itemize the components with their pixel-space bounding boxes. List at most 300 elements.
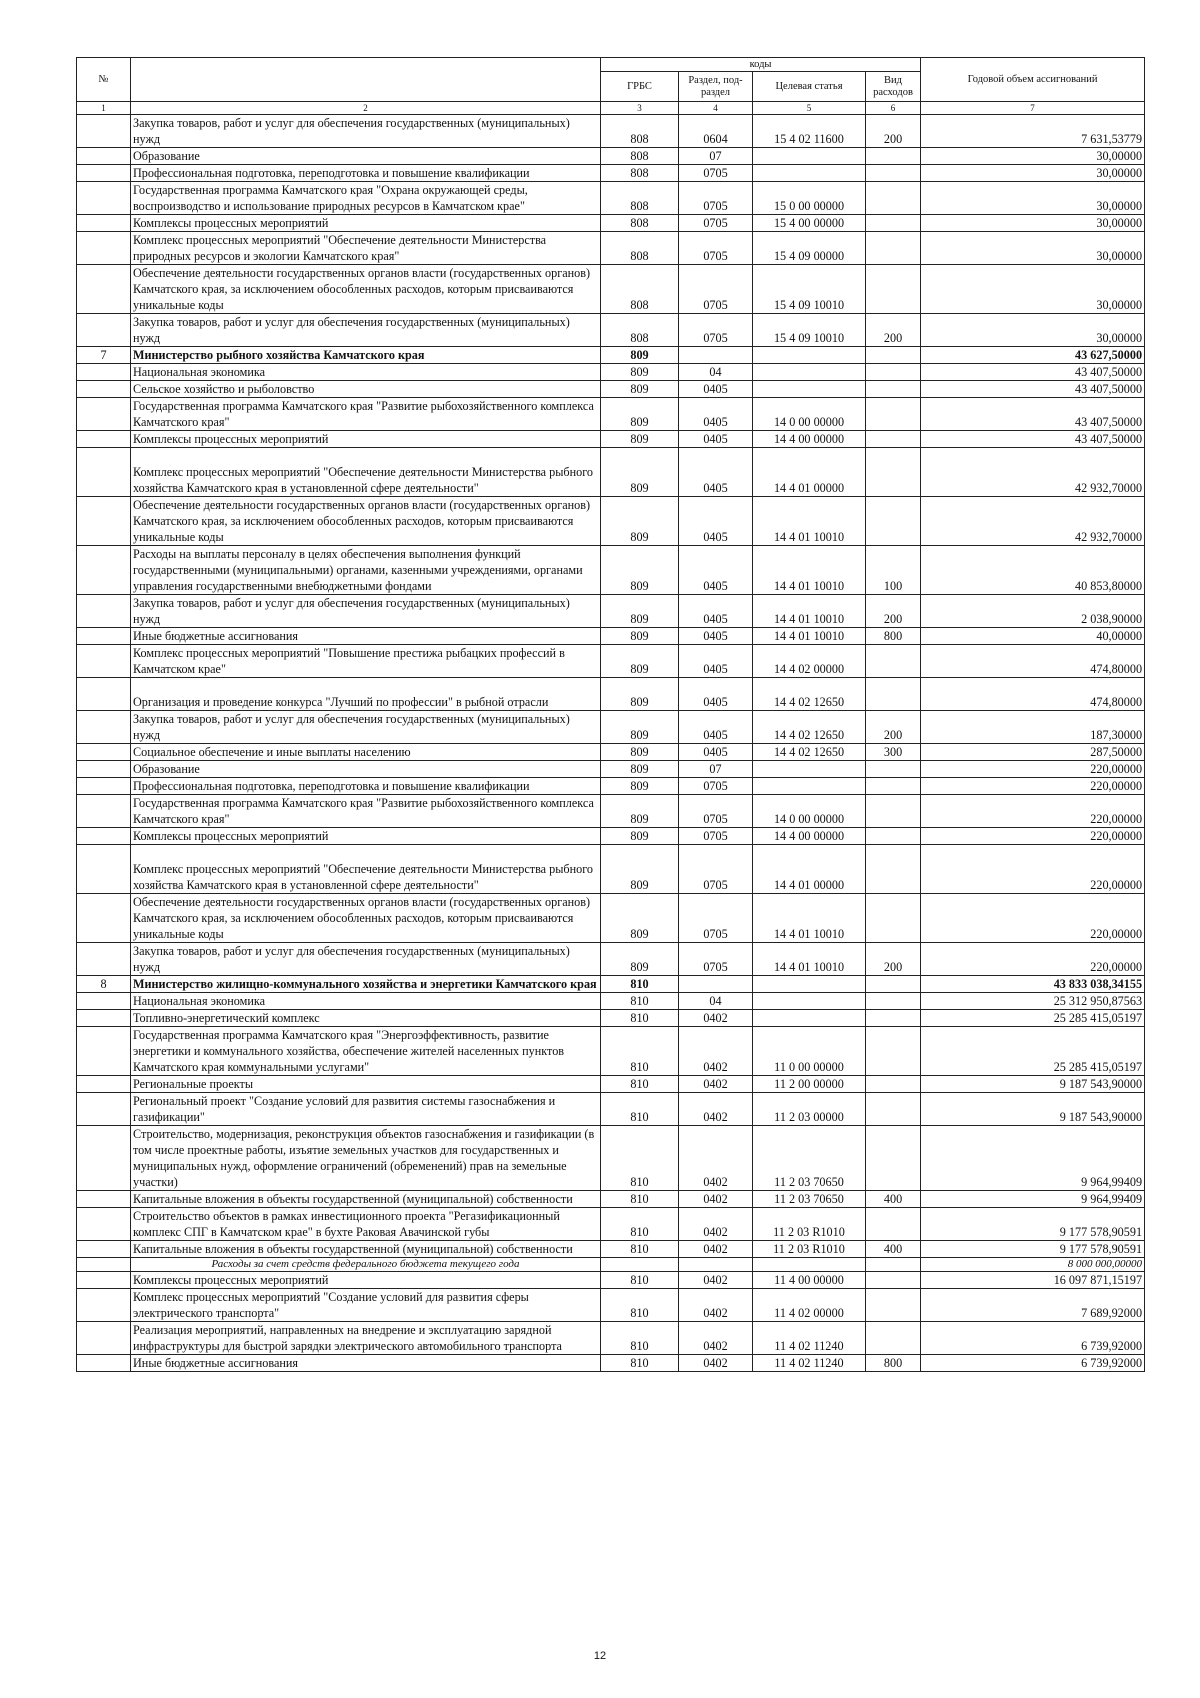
row-grbs: 809: [601, 795, 679, 828]
row-target-article: 14 4 00 00000: [753, 828, 866, 845]
row-name: Министерство рыбного хозяйства Камчатского края: [131, 347, 601, 364]
row-section: 0402: [679, 1191, 753, 1208]
row-expense-type: 200: [866, 943, 921, 976]
row-section: 0405: [679, 448, 753, 497]
row-number: [77, 448, 131, 497]
row-number: [77, 993, 131, 1010]
row-number: [77, 1289, 131, 1322]
row-amount: 474,80000: [921, 645, 1145, 678]
row-name: Реализация мероприятий, направленных на внедрение и эксплуатацию зарядной инфраструктуры для быстрой зарядки электрического автомобильного транспорта: [131, 1322, 601, 1355]
row-grbs: 810: [601, 1322, 679, 1355]
row-section: 0405: [679, 398, 753, 431]
row-number: [77, 182, 131, 215]
row-grbs: 810: [601, 1191, 679, 1208]
row-section: 0705: [679, 845, 753, 894]
table-row: [77, 1093, 1145, 1126]
header-name: [131, 58, 601, 102]
row-amount: 9 177 578,90591: [921, 1241, 1145, 1258]
row-grbs: 809: [601, 448, 679, 497]
row-expense-type: [866, 364, 921, 381]
row-amount: 220,00000: [921, 828, 1145, 845]
row-target-article: 14 4 01 10010: [753, 628, 866, 645]
row-grbs: 809: [601, 778, 679, 795]
row-expense-type: [866, 976, 921, 993]
row-number: [77, 744, 131, 761]
table-row: [77, 1272, 1145, 1289]
row-section: 0402: [679, 1076, 753, 1093]
row-amount: 25 312 950,87563: [921, 993, 1145, 1010]
row-number: [77, 546, 131, 595]
header-number: №: [77, 58, 131, 102]
row-grbs: 809: [601, 398, 679, 431]
row-expense-type: [866, 845, 921, 894]
row-expense-type: [866, 828, 921, 845]
row-grbs: 810: [601, 1241, 679, 1258]
row-grbs: 808: [601, 115, 679, 148]
table-row: [77, 894, 1145, 943]
row-name: Обеспечение деятельности государственных органов власти (государственных органов) Камчатского края, за исключением обособленных расходов, которым присваиваются уникальные коды: [131, 894, 601, 943]
table-row: [77, 115, 1145, 148]
row-expense-type: [866, 232, 921, 265]
row-target-article: 11 2 03 00000: [753, 1093, 866, 1126]
row-target-article: 14 4 01 00000: [753, 845, 866, 894]
row-section: 0705: [679, 232, 753, 265]
row-amount: 30,00000: [921, 265, 1145, 314]
header-annual-amount: Годовой объем ассигнований: [921, 58, 1145, 102]
row-number: [77, 148, 131, 165]
row-target-article: [753, 778, 866, 795]
row-number: [77, 431, 131, 448]
row-section: 0705: [679, 828, 753, 845]
row-amount: 220,00000: [921, 761, 1145, 778]
table-row: [77, 314, 1145, 347]
row-target-article: 14 4 01 10010: [753, 943, 866, 976]
row-section: [679, 1258, 753, 1272]
row-section: 0705: [679, 778, 753, 795]
row-amount: 30,00000: [921, 215, 1145, 232]
table-row: [77, 1208, 1145, 1241]
row-target-article: 15 4 09 10010: [753, 314, 866, 347]
table-row: [77, 744, 1145, 761]
row-expense-type: [866, 795, 921, 828]
row-number: [77, 828, 131, 845]
row-target-article: [753, 148, 866, 165]
col-index-5: 5: [753, 102, 866, 115]
row-amount: 40,00000: [921, 628, 1145, 645]
row-number: [77, 1272, 131, 1289]
row-name: Образование: [131, 761, 601, 778]
row-expense-type: [866, 1208, 921, 1241]
row-number: [77, 894, 131, 943]
row-expense-type: 200: [866, 115, 921, 148]
row-name: Иные бюджетные ассигнования: [131, 1355, 601, 1372]
table-row: [77, 431, 1145, 448]
row-section: 07: [679, 148, 753, 165]
row-number: [77, 115, 131, 148]
row-section: 0402: [679, 1010, 753, 1027]
row-expense-type: 400: [866, 1191, 921, 1208]
row-target-article: [753, 976, 866, 993]
row-number: [77, 364, 131, 381]
row-name: Сельское хозяйство и рыболовство: [131, 381, 601, 398]
row-number: [77, 1355, 131, 1372]
row-target-article: 11 2 03 70650: [753, 1126, 866, 1191]
row-number: [77, 265, 131, 314]
row-target-article: 14 4 02 12650: [753, 711, 866, 744]
row-section: 0405: [679, 645, 753, 678]
row-section: 07: [679, 761, 753, 778]
row-number: [77, 314, 131, 347]
row-number: [77, 1191, 131, 1208]
row-grbs: 808: [601, 148, 679, 165]
row-grbs: 808: [601, 314, 679, 347]
row-target-article: [753, 381, 866, 398]
row-target-article: 11 4 02 11240: [753, 1355, 866, 1372]
row-name: Капитальные вложения в объекты государственной (муниципальной) собственности: [131, 1191, 601, 1208]
row-grbs: 810: [601, 1010, 679, 1027]
row-grbs: 808: [601, 165, 679, 182]
table-row: [77, 628, 1145, 645]
row-section: [679, 976, 753, 993]
header-target-article: Целевая статья: [753, 72, 866, 102]
row-grbs: 809: [601, 595, 679, 628]
budget-allocation-table: [76, 57, 1145, 1372]
row-target-article: 14 4 00 00000: [753, 431, 866, 448]
table-row: [77, 1010, 1145, 1027]
row-target-article: 14 4 01 10010: [753, 595, 866, 628]
row-target-article: 15 4 09 10010: [753, 265, 866, 314]
row-grbs: 810: [601, 1076, 679, 1093]
row-name: Комплексы процессных мероприятий: [131, 828, 601, 845]
row-expense-type: 300: [866, 744, 921, 761]
header-expense-type: Вид расходов: [866, 72, 921, 102]
row-section: 0705: [679, 314, 753, 347]
row-section: 0402: [679, 1208, 753, 1241]
row-name: Комплексы процессных мероприятий: [131, 215, 601, 232]
row-section: 0705: [679, 182, 753, 215]
row-expense-type: 200: [866, 711, 921, 744]
col-index-2: 2: [131, 102, 601, 115]
row-number: [77, 1126, 131, 1191]
row-name: Государственная программа Камчатского края "Развитие рыбохозяйственного комплекса Камчатского края": [131, 795, 601, 828]
row-expense-type: [866, 1322, 921, 1355]
row-section: 0402: [679, 1355, 753, 1372]
row-grbs: 809: [601, 744, 679, 761]
row-number: [77, 943, 131, 976]
row-target-article: 11 4 00 00000: [753, 1272, 866, 1289]
row-expense-type: [866, 165, 921, 182]
table-row: [77, 795, 1145, 828]
row-amount: 43 407,50000: [921, 381, 1145, 398]
row-target-article: [753, 1258, 866, 1272]
row-amount: 43 407,50000: [921, 431, 1145, 448]
row-expense-type: 200: [866, 314, 921, 347]
row-grbs: 809: [601, 645, 679, 678]
header-section: Раздел, под-раздел: [679, 72, 753, 102]
table-row: [77, 711, 1145, 744]
table-row: [77, 265, 1145, 314]
row-name: Расходы за счет средств федерального бюджета текущего года: [131, 1258, 601, 1272]
row-expense-type: [866, 381, 921, 398]
row-target-article: 14 4 02 12650: [753, 678, 866, 711]
row-number: [77, 778, 131, 795]
row-grbs: 810: [601, 976, 679, 993]
row-name: Комплекс процессных мероприятий "Обеспечение деятельности Министерства рыбного хозяйства Камчатского края в установленной сфере деятельности": [131, 448, 601, 497]
row-amount: 2 038,90000: [921, 595, 1145, 628]
row-expense-type: [866, 1258, 921, 1272]
row-number: [77, 232, 131, 265]
row-section: 0405: [679, 678, 753, 711]
row-section: 0405: [679, 431, 753, 448]
col-index-3: 3: [601, 102, 679, 115]
row-number: 8: [77, 976, 131, 993]
row-amount: 43 833 038,34155: [921, 976, 1145, 993]
col-index-6: 6: [866, 102, 921, 115]
col-index-1: 1: [77, 102, 131, 115]
row-amount: 220,00000: [921, 845, 1145, 894]
row-expense-type: [866, 497, 921, 546]
row-expense-type: [866, 1126, 921, 1191]
row-target-article: [753, 761, 866, 778]
table-row: [77, 678, 1145, 711]
row-section: 0705: [679, 165, 753, 182]
row-number: [77, 711, 131, 744]
row-name: Государственная программа Камчатского края "Развитие рыбохозяйственного комплекса Камчатского края": [131, 398, 601, 431]
row-grbs: 810: [601, 1093, 679, 1126]
row-number: [77, 1010, 131, 1027]
row-expense-type: [866, 1289, 921, 1322]
row-grbs: 810: [601, 993, 679, 1010]
row-target-article: [753, 993, 866, 1010]
table-row: [77, 448, 1145, 497]
row-amount: 9 964,99409: [921, 1126, 1145, 1191]
row-grbs: 809: [601, 381, 679, 398]
row-name: Строительство, модернизация, реконструкция объектов газоснабжения и газификации (в том числе проектные работы, изъятие земельных участков для государственных и муниципальных нужд, оформление ограничений (обременений) прав на земельные участки): [131, 1126, 601, 1191]
row-amount: 42 932,70000: [921, 497, 1145, 546]
row-target-article: [753, 1010, 866, 1027]
row-number: [77, 1208, 131, 1241]
page-number: 12: [593, 1650, 607, 1662]
row-section: 04: [679, 993, 753, 1010]
row-grbs: 808: [601, 182, 679, 215]
row-amount: 30,00000: [921, 314, 1145, 347]
row-name: Строительство объектов в рамках инвестиционного проекта "Регазификационный комплекс СПГ в Камчатском крае" в бухте Раковая Авачинской губы: [131, 1208, 601, 1241]
row-amount: 474,80000: [921, 678, 1145, 711]
row-amount: 8 000 000,00000: [921, 1258, 1145, 1272]
row-target-article: 15 4 09 00000: [753, 232, 866, 265]
row-section: 0405: [679, 497, 753, 546]
row-grbs: 808: [601, 265, 679, 314]
row-amount: 7 631,53779: [921, 115, 1145, 148]
row-amount: 9 187 543,90000: [921, 1076, 1145, 1093]
row-name: Закупка товаров, работ и услуг для обеспечения государственных (муниципальных) нужд: [131, 115, 601, 148]
row-grbs: 809: [601, 497, 679, 546]
row-name: Региональный проект "Создание условий для развития системы газоснабжения и газификации": [131, 1093, 601, 1126]
table-row: [77, 165, 1145, 182]
row-name: Расходы на выплаты персоналу в целях обеспечения выполнения функций государственными (муниципальными) органами, казенными учреждениями, органами управления государственными внебюджетными фондами: [131, 546, 601, 595]
row-grbs: 809: [601, 845, 679, 894]
row-grbs: 810: [601, 1208, 679, 1241]
row-target-article: 11 2 03 70650: [753, 1191, 866, 1208]
table-row: [77, 1076, 1145, 1093]
row-name: Комплексы процессных мероприятий: [131, 431, 601, 448]
row-name: Закупка товаров, работ и услуг для обеспечения государственных (муниципальных) нужд: [131, 711, 601, 744]
row-name: Комплекс процессных мероприятий "Обеспечение деятельности Министерства рыбного хозяйства Камчатского края в установленной сфере деятельности": [131, 845, 601, 894]
row-grbs: 809: [601, 678, 679, 711]
row-target-article: 11 4 02 00000: [753, 1289, 866, 1322]
row-section: 0604: [679, 115, 753, 148]
row-expense-type: 800: [866, 1355, 921, 1372]
table-row: [77, 1322, 1145, 1355]
table-row: [77, 845, 1145, 894]
row-number: 7: [77, 347, 131, 364]
row-amount: 220,00000: [921, 795, 1145, 828]
row-name: Комплекс процессных мероприятий "Повышение престижа рыбацких профессий в Камчатском крае": [131, 645, 601, 678]
row-name: Государственная программа Камчатского края "Охрана окружающей среды, воспроизводство и использование природных ресурсов в Камчатском крае": [131, 182, 601, 215]
row-target-article: 14 4 01 10010: [753, 497, 866, 546]
row-amount: 16 097 871,15197: [921, 1272, 1145, 1289]
row-target-article: 11 0 00 00000: [753, 1027, 866, 1076]
row-name: Социальное обеспечение и иные выплаты населению: [131, 744, 601, 761]
row-grbs: 809: [601, 546, 679, 595]
row-expense-type: [866, 182, 921, 215]
row-expense-type: 100: [866, 546, 921, 595]
col-index-7: 7: [921, 102, 1145, 115]
row-number: [77, 215, 131, 232]
table-row: [77, 976, 1145, 993]
table-row: [77, 645, 1145, 678]
table-body: [77, 115, 1145, 1372]
row-amount: 287,50000: [921, 744, 1145, 761]
row-target-article: 11 4 02 11240: [753, 1322, 866, 1355]
row-amount: 30,00000: [921, 148, 1145, 165]
table-row: [77, 828, 1145, 845]
row-name: Закупка товаров, работ и услуг для обеспечения государственных (муниципальных) нужд: [131, 943, 601, 976]
row-name: Министерство жилищно-коммунального хозяйства и энергетики Камчатского края: [131, 976, 601, 993]
row-grbs: 809: [601, 943, 679, 976]
row-section: 0405: [679, 711, 753, 744]
row-name: Национальная экономика: [131, 364, 601, 381]
row-amount: 9 964,99409: [921, 1191, 1145, 1208]
row-name: Комплекс процессных мероприятий "Обеспечение деятельности Министерства природных ресурсов и экологии Камчатского края": [131, 232, 601, 265]
row-expense-type: [866, 894, 921, 943]
table-row: [77, 1289, 1145, 1322]
row-amount: 6 739,92000: [921, 1322, 1145, 1355]
row-expense-type: [866, 265, 921, 314]
table-row: [77, 364, 1145, 381]
row-section: 0402: [679, 1322, 753, 1355]
row-expense-type: [866, 1027, 921, 1076]
table-row: [77, 1241, 1145, 1258]
table-row: [77, 215, 1145, 232]
row-number: [77, 1093, 131, 1126]
row-number: [77, 1258, 131, 1272]
row-section: 0402: [679, 1241, 753, 1258]
row-target-article: 11 2 03 R1010: [753, 1208, 866, 1241]
row-grbs: 809: [601, 828, 679, 845]
row-section: 0405: [679, 381, 753, 398]
row-target-article: 15 0 00 00000: [753, 182, 866, 215]
table-row: [77, 1191, 1145, 1208]
header-codes: коды: [601, 58, 921, 72]
row-amount: 7 689,92000: [921, 1289, 1145, 1322]
row-name: Обеспечение деятельности государственных органов власти (государственных органов) Камчатского края, за исключением обособленных расходов, которым присваиваются уникальные коды: [131, 265, 601, 314]
row-amount: 40 853,80000: [921, 546, 1145, 595]
row-name: Профессиональная подготовка, переподготовка и повышение квалификации: [131, 165, 601, 182]
table-row: [77, 546, 1145, 595]
row-number: [77, 595, 131, 628]
row-grbs: 810: [601, 1126, 679, 1191]
row-section: 0705: [679, 943, 753, 976]
row-target-article: 14 4 02 12650: [753, 744, 866, 761]
row-name: Организация и проведение конкурса "Лучший по профессии" в рыбной отрасли: [131, 678, 601, 711]
row-number: [77, 497, 131, 546]
table-row: [77, 1258, 1145, 1272]
row-amount: 43 407,50000: [921, 398, 1145, 431]
row-target-article: 15 4 02 11600: [753, 115, 866, 148]
table-row: [77, 993, 1145, 1010]
table-row: [77, 347, 1145, 364]
row-name: Национальная экономика: [131, 993, 601, 1010]
row-number: [77, 645, 131, 678]
row-section: 0705: [679, 265, 753, 314]
row-number: [77, 845, 131, 894]
row-amount: 6 739,92000: [921, 1355, 1145, 1372]
row-target-article: 14 4 01 10010: [753, 546, 866, 595]
table-row: [77, 761, 1145, 778]
row-section: 0402: [679, 1027, 753, 1076]
row-target-article: 11 2 03 R1010: [753, 1241, 866, 1258]
row-number: [77, 795, 131, 828]
row-grbs: 809: [601, 431, 679, 448]
row-target-article: 14 4 01 10010: [753, 894, 866, 943]
row-target-article: 14 4 02 00000: [753, 645, 866, 678]
row-expense-type: 200: [866, 595, 921, 628]
row-section: 0405: [679, 744, 753, 761]
row-expense-type: [866, 148, 921, 165]
row-expense-type: [866, 215, 921, 232]
row-number: [77, 165, 131, 182]
row-grbs: [601, 1258, 679, 1272]
row-amount: 30,00000: [921, 232, 1145, 265]
row-section: 0705: [679, 795, 753, 828]
row-section: 0402: [679, 1093, 753, 1126]
row-section: 0402: [679, 1272, 753, 1289]
row-amount: 220,00000: [921, 894, 1145, 943]
row-number: [77, 678, 131, 711]
row-expense-type: [866, 678, 921, 711]
row-target-article: 14 0 00 00000: [753, 398, 866, 431]
row-grbs: 809: [601, 711, 679, 744]
col-index-4: 4: [679, 102, 753, 115]
row-section: 04: [679, 364, 753, 381]
row-amount: 25 285 415,05197: [921, 1010, 1145, 1027]
row-expense-type: [866, 778, 921, 795]
row-amount: 30,00000: [921, 165, 1145, 182]
row-name: Обеспечение деятельности государственных органов власти (государственных органов) Камчатского края, за исключением обособленных расходов, которым присваиваются уникальные коды: [131, 497, 601, 546]
row-expense-type: [866, 993, 921, 1010]
row-section: 0405: [679, 546, 753, 595]
row-name: Профессиональная подготовка, переподготовка и повышение квалификации: [131, 778, 601, 795]
row-grbs: 808: [601, 232, 679, 265]
row-section: 0402: [679, 1289, 753, 1322]
row-number: [77, 1241, 131, 1258]
row-section: 0405: [679, 595, 753, 628]
row-section: 0705: [679, 894, 753, 943]
row-name: Закупка товаров, работ и услуг для обеспечения государственных (муниципальных) нужд: [131, 595, 601, 628]
row-section: 0405: [679, 628, 753, 645]
row-expense-type: [866, 448, 921, 497]
